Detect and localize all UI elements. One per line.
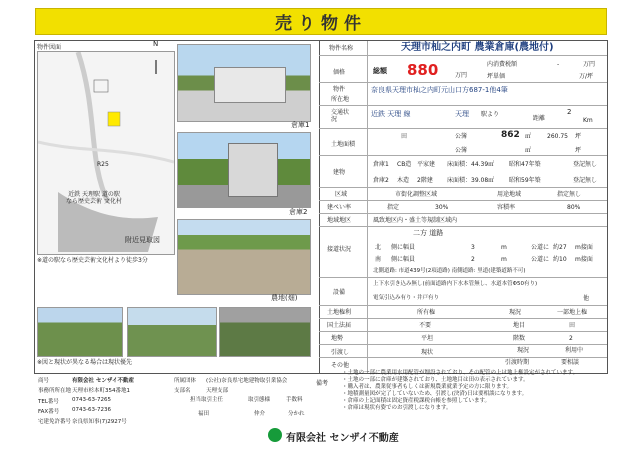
person-label: 担当取引主任	[190, 397, 224, 403]
area-value: 862	[501, 130, 520, 140]
station-name: 天理	[455, 110, 469, 118]
bldg1-name: 倉庫1	[373, 161, 389, 168]
branch: 天理支部	[206, 388, 229, 394]
bldg1-structure: CB造	[397, 161, 412, 168]
distance-value: 2	[567, 108, 572, 116]
move-value: 要相談	[561, 359, 580, 366]
photo-note: ※図と現状が異なる場合は現状優先	[37, 359, 133, 366]
road-n-suffix: m接面	[575, 244, 593, 251]
far-value: 80%	[567, 204, 581, 211]
remark-4: ・地積測量図が完了していないため、引渡し(決済)日は要相談になります。	[342, 391, 528, 397]
road-n-type: 公道に	[531, 244, 550, 251]
road-n-unit: m	[501, 244, 507, 251]
floors-value: 2	[569, 335, 573, 342]
bldg2-registry: 登記無し	[573, 177, 598, 184]
area2-unit: ㎡	[525, 147, 532, 154]
area-tsubo: 260.75	[547, 133, 568, 140]
plan-label: 国土法届	[327, 322, 352, 329]
status-label: 現況	[517, 347, 530, 354]
trade-label: 商号	[38, 378, 50, 384]
delivery-value: 現状	[421, 349, 434, 356]
loc-sub: 物件	[333, 86, 346, 93]
road-s-suffix: m接面	[575, 256, 593, 263]
location-map	[37, 51, 175, 255]
bldg1-area: 床面積：44.39㎡	[447, 161, 495, 168]
delivery-label: 引渡し	[331, 349, 350, 356]
price-unit: 万円	[455, 72, 468, 79]
road-n-width: 3	[471, 244, 475, 251]
page-title: 売り物件	[35, 8, 607, 35]
distance-label: 距離	[533, 115, 546, 122]
distance-unit: Km	[583, 117, 593, 124]
tsubo-label-1: 坪	[575, 133, 582, 140]
map-drawing	[38, 52, 174, 254]
road-s-type: 公道に	[531, 256, 550, 263]
footer-company: 有限会社 センザイ不動産	[286, 433, 399, 444]
bldg1-built: 昭和47年築	[509, 161, 541, 168]
other-label: その他	[331, 362, 350, 369]
north-label: N	[153, 40, 159, 48]
road-type: 二方 道路	[413, 229, 444, 237]
fax: 0743-63-7236	[72, 407, 111, 413]
use-label: 用途地域	[497, 191, 522, 198]
road-s-unit: m	[501, 256, 507, 263]
assoc: (公社)奈良県宅地建物取引業協会	[206, 378, 288, 384]
road-s-width: 2	[471, 256, 475, 263]
land-category-label: 地目	[513, 322, 526, 329]
remark-1: ・土地の一部に農業用水用配管が埋設されており、その配管の上は地上権設定がされています。	[342, 370, 579, 376]
caption-farmland: 農地(畑)	[271, 294, 298, 302]
road-s-dir: 南	[375, 256, 382, 263]
remarks-label: 備考	[316, 380, 329, 387]
road-n-length: 約27	[553, 244, 567, 251]
road-label: 接道状況	[327, 246, 352, 253]
remark-2: ・土地の一部に倉庫が建築されており、土地地目は田の表示されています。	[342, 377, 529, 383]
bcr-value: 30%	[435, 204, 449, 211]
photo-extra-1	[37, 307, 123, 357]
bcr-type: 指定	[387, 204, 400, 211]
rights-label: 土地権利	[327, 309, 352, 316]
price-value: 880	[407, 61, 439, 79]
caption-warehouse-1: 倉庫1	[291, 121, 310, 129]
building-label: 建物	[333, 169, 346, 176]
map-road: R25	[97, 161, 109, 168]
photo-extra-2	[127, 307, 217, 357]
utility-2: 電気引込み有り・井戸有り	[373, 295, 440, 301]
line-name: 近鉄 天理 線	[371, 110, 411, 118]
fee-label: 手数料	[286, 397, 303, 403]
road-note: 北側道路: 市道439号(2項道路) 南側道路: 里道(建築道路不可)	[373, 268, 526, 274]
use-value: 指定無し	[557, 191, 582, 198]
road-s-length: 約10	[553, 256, 567, 263]
utility-label: 設備	[333, 289, 346, 296]
area-label: 土地面積	[331, 141, 356, 148]
map-label: 物件図面	[37, 44, 62, 51]
fee: 分かれ	[288, 411, 305, 417]
name-label: 物件名称	[329, 45, 354, 52]
property-name: 天理市杣之内町 農業倉庫(農地付)	[401, 42, 554, 53]
remark-6: ・倉庫は現状有姿でのお引渡しになります。	[342, 405, 452, 411]
tax-unit: 万円	[583, 61, 596, 68]
current-label: 現況	[509, 309, 522, 316]
caption-warehouse-2: 倉庫2	[289, 208, 308, 216]
loc-label: 所在地	[331, 96, 350, 103]
bldg2-floors: 2階建	[417, 177, 433, 184]
photo-extra-3	[219, 307, 311, 357]
access-note: ※道の駅なら歴史芸術文化村より徒歩3分	[37, 257, 148, 264]
assoc-label: 所属団体	[174, 378, 197, 384]
company-name: 有限会社 センザイ不動産	[72, 378, 135, 384]
road-n-width-label: 側に幅員	[391, 244, 416, 251]
tsubo-label-2: 坪	[575, 147, 582, 154]
form: 仲介	[254, 411, 266, 417]
road-s-width-label: 側に幅員	[391, 256, 416, 263]
remark-5: ・倉庫の上記面積は固定資産税課税台帳を参照しています。	[342, 398, 491, 404]
photo-warehouse-1	[177, 44, 311, 122]
person: 福田	[198, 411, 210, 417]
zone-value: 市街化調整区域	[395, 191, 438, 198]
tel: 0743-63-7265	[72, 397, 111, 403]
tel-label: TEL番号	[38, 399, 59, 405]
approach-label: 附近見取図	[125, 236, 160, 244]
station-suffix: 駅より	[481, 111, 500, 118]
price-label: 価格	[333, 69, 346, 76]
address-label: 事務所所在地	[38, 388, 72, 394]
bldg2-structure: 木造	[397, 177, 410, 184]
tax-label: 内消費税額	[487, 61, 518, 68]
move-label: 引渡時期	[505, 359, 530, 366]
photo-warehouse-2	[177, 132, 311, 208]
area-unit: ㎡	[525, 133, 532, 140]
rights-value: 所有権	[417, 309, 436, 316]
fax-label: FAX番号	[38, 409, 60, 415]
district-value: 風致地区内・盛土等規制区域内	[373, 217, 458, 224]
map-caption: 近鉄 天理駅 道の駅 なら歴史芸術 文化村	[66, 191, 122, 205]
location: 奈良県天理市杣之内町元山口方687-1他4筆	[371, 86, 508, 94]
photo-farmland	[177, 219, 311, 295]
land-type: 田	[401, 133, 408, 140]
license: 奈良県知事(7)2927号	[72, 419, 127, 425]
form-label: 取引態様	[248, 397, 271, 403]
company-logo-icon	[268, 428, 282, 442]
tsubo-label: 坪単価	[487, 73, 506, 80]
traffic-label: 交通状況	[331, 109, 350, 123]
current-value: 一部地上権	[557, 309, 588, 316]
terrain-value: 平坦	[421, 335, 434, 342]
land-category-value: 田	[569, 322, 576, 329]
bcr-label: 建ぺい率	[327, 204, 352, 211]
price-prefix: 総額	[373, 67, 387, 75]
bldg2-name: 倉庫2	[373, 177, 389, 184]
zone-label: 区域	[335, 191, 348, 198]
address: 天理市杉本町354番地1	[72, 388, 130, 394]
district-label: 地域地区	[327, 217, 352, 224]
bldg1-registry: 登記無し	[573, 161, 598, 168]
floors-label: 階数	[513, 335, 526, 342]
status-value: 利用中	[565, 347, 584, 354]
terrain-label: 地勢	[331, 335, 344, 342]
property-sheet	[34, 40, 608, 374]
road-n-dir: 北	[375, 244, 382, 251]
remark-3: ・購入者は、農業従事者もしくは新規農業就業予定の方に限ります。	[342, 384, 513, 390]
branch-label: 支部名	[174, 388, 191, 394]
far-label: 容積率	[497, 204, 516, 211]
tsubo-unit: 万/坪	[579, 73, 594, 80]
area-actual: 公簿	[455, 147, 468, 154]
bldg2-area: 床面積：39.08㎡	[447, 177, 495, 184]
bldg1-floors: 平家建	[417, 161, 436, 168]
tax-value: -	[557, 61, 560, 68]
utility-1: 上下水引き込み無し(前面道路内下水本管無し、水道本管Φ50有り)	[373, 281, 538, 287]
bldg2-built: 昭和59年築	[509, 177, 541, 184]
utility-tag: 他	[583, 295, 590, 302]
land-basis: 公簿	[455, 133, 468, 140]
plan-value: 不要	[419, 322, 432, 329]
license-label: 宅建免許番号	[38, 419, 72, 425]
